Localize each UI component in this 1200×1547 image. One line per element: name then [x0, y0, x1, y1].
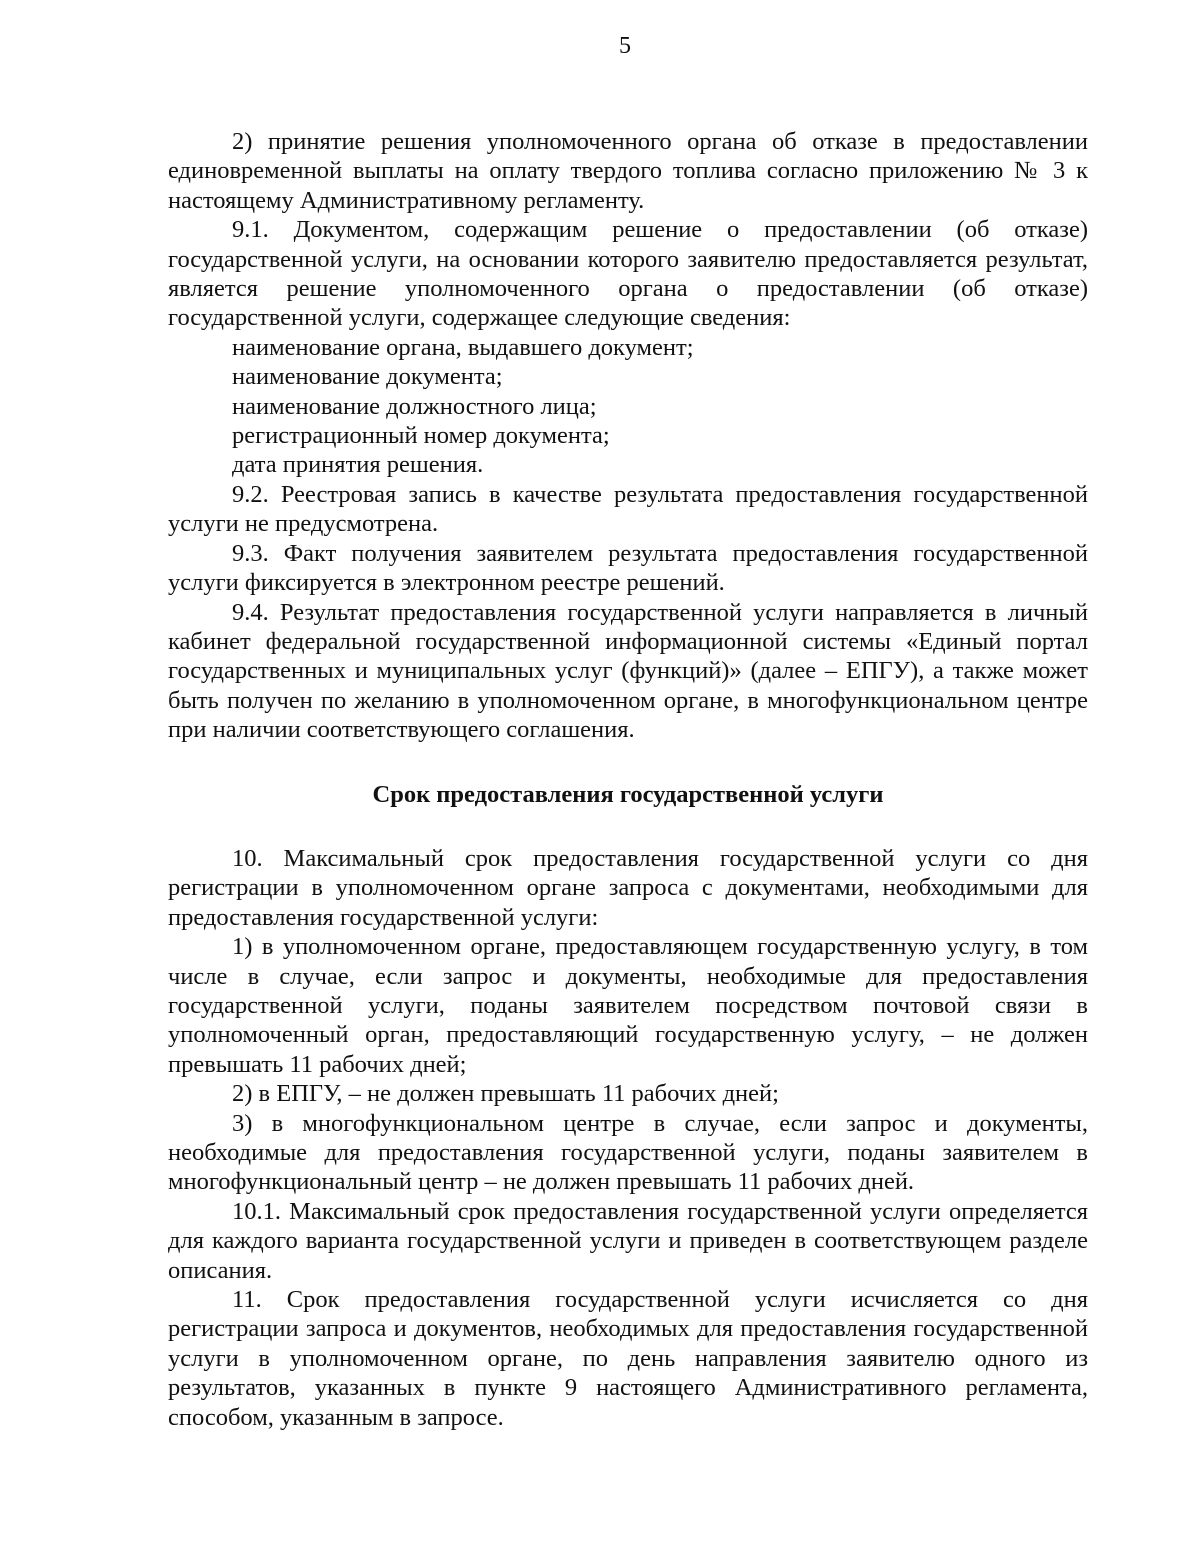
paragraph-refusal-decision: 2) принятие решения уполномоченного органа об отказе в предоставлении единовременной выплаты на оплату твердого топлива согласно приложению № 3 к настоящему Административному регламенту. — [168, 128, 1088, 214]
list-item-official-name: наименование должностного лица; — [232, 392, 597, 420]
list-item-decision-date: дата принятия решения. — [232, 451, 484, 479]
paragraph-9-2: 9.2. Реестровая запись в качестве результата предоставления государственной услуги не предусмотрена. — [168, 480, 1088, 538]
paragraph-10-1: 10.1. Максимальный срок предоставления государственной услуги определяется для каждого варианта государственной услуги и приведен в соответствующем разделе описания. — [168, 1197, 1088, 1284]
list-item-registration-number: регистрационный номер документа; — [232, 422, 610, 450]
list-item-document-name: наименование документа; — [232, 363, 503, 391]
paragraph-9-3: 9.3. Факт получения заявителем результата предоставления государственной услуги фиксируется в электронном реестре решений. — [168, 539, 1088, 597]
page-number: 5 — [619, 33, 631, 59]
list-item-issuing-authority: наименование органа, выдавшего документ; — [232, 333, 694, 361]
paragraph-10-item-1: 1) в уполномоченном органе, предоставляющем государственную услугу, в том числе в случае, если запрос и документы, необходимые для предоставления государственной услуги, поданы заявителем посредством почтовой связи в уполномоченный орган, предоставляющий государственную услугу, – не должен превышать 11 рабочих дней; — [168, 933, 1088, 1078]
paragraph-10-item-3: 3) в многофункциональном центре в случае, если запрос и документы, необходимые для предоставления государственной услуги, поданы заявителем в многофункциональный центр – не должен превышать 11 рабочих дней. — [168, 1109, 1088, 1196]
paragraph-9-1: 9.1. Документом, содержащим решение о предоставлении (об отказе) государственной услуги, на основании которого заявителю предоставляется результат, является решение уполномоченного органа о предоставлении (об отказе) государственной услуги, содержащее следующие сведения: — [168, 216, 1088, 332]
paragraph-10-item-2: 2) в ЕПГУ, – не должен превышать 11 рабочих дней; — [232, 1080, 779, 1108]
paragraph-11: 11. Срок предоставления государственной услуги исчисляется со дня регистрации запроса и документов, необходимых для предоставления государственной услуги в уполномоченном органе, по день направления заявителю одного из результатов, указанных в пункте 9 настоящего Административного регламента, способом, указанным в запросе. — [168, 1286, 1088, 1431]
section-heading: Срок предоставления государственной услуги — [372, 780, 884, 808]
document-body — [168, 127, 1088, 1432]
paragraph-9-4: 9.4. Результат предоставления государственной услуги направляется в личный кабинет федеральной государственной информационной системы «Единый портал государственных и муниципальных услуг (функций)» (далее – ЕПГУ), а также может быть получен по желанию в уполномоченном органе, в многофункциональном центре при наличии соответствующего соглашения. — [168, 598, 1088, 744]
paragraph-10: 10. Максимальный срок предоставления государственной услуги со дня регистрации в уполномоченном органе запроса с документами, необходимыми для предоставления государственной услуги: — [168, 844, 1088, 931]
